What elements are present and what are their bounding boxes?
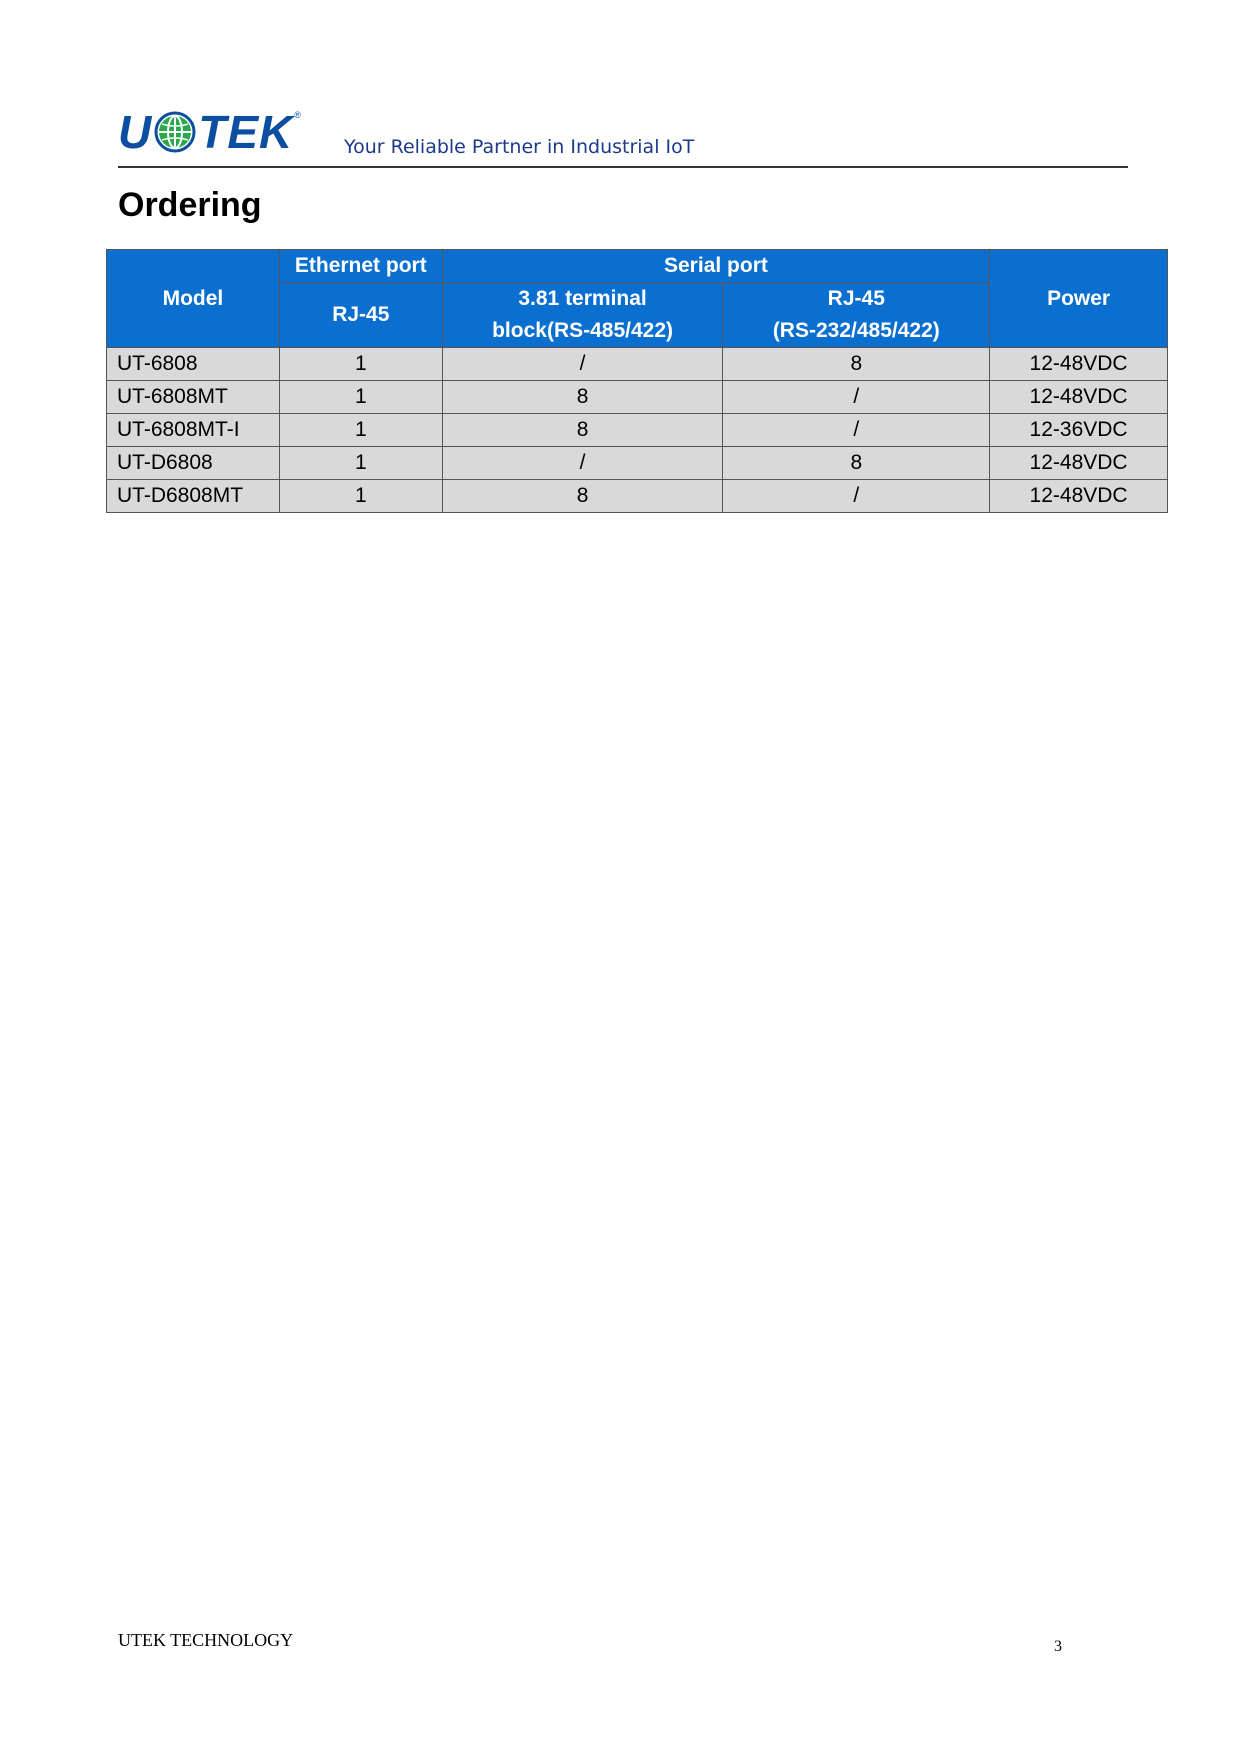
header-serial-port: Serial port	[442, 250, 989, 283]
cell-terminal: /	[442, 447, 723, 480]
cell-model: UT-6808	[107, 348, 280, 381]
header-terminal-line2: block(RS-485/422)	[442, 315, 723, 348]
cell-power: 12-48VDC	[990, 447, 1168, 480]
cell-ethernet-rj45: 1	[279, 381, 442, 414]
ordering-table	[106, 249, 1168, 513]
table-row	[107, 480, 1168, 513]
header-model: Model	[107, 250, 280, 348]
cell-ethernet-rj45: 1	[279, 447, 442, 480]
table-row	[107, 447, 1168, 480]
cell-terminal: 8	[442, 414, 723, 447]
table-row	[107, 414, 1168, 447]
header-tagline: Your Reliable Partner in Industrial IoT	[344, 136, 695, 158]
cell-terminal: 8	[442, 381, 723, 414]
header-terminal-line1: 3.81 terminal	[442, 283, 723, 316]
cell-ethernet-rj45: 1	[279, 348, 442, 381]
cell-serial-rj45: 8	[723, 447, 990, 480]
cell-model: UT-D6808MT	[107, 480, 280, 513]
cell-serial-rj45: /	[723, 381, 990, 414]
page-header	[118, 108, 1128, 168]
page-number: 3	[1054, 1638, 1062, 1655]
cell-ethernet-rj45: 1	[279, 480, 442, 513]
table-row	[107, 348, 1168, 381]
cell-serial-rj45: /	[723, 414, 990, 447]
header-ethernet-rj45: RJ-45	[279, 283, 442, 348]
cell-terminal: /	[442, 348, 723, 381]
globe-icon	[154, 111, 196, 153]
page-title: Ordering	[118, 186, 262, 224]
cell-ethernet-rj45: 1	[279, 414, 442, 447]
cell-serial-rj45: /	[723, 480, 990, 513]
header-ethernet-port: Ethernet port	[279, 250, 442, 283]
cell-power: 12-48VDC	[990, 348, 1168, 381]
cell-power: 12-36VDC	[990, 414, 1168, 447]
utek-logo: U TEK ®	[118, 106, 301, 158]
header-serial-rj45-line1: RJ-45	[723, 283, 990, 316]
cell-serial-rj45: 8	[723, 348, 990, 381]
header-serial-rj45-line2: (RS-232/485/422)	[723, 315, 990, 348]
cell-terminal: 8	[442, 480, 723, 513]
cell-power: 12-48VDC	[990, 381, 1168, 414]
footer-company: UTEK TECHNOLOGY	[118, 1630, 294, 1650]
cell-model: UT-D6808	[107, 447, 280, 480]
table-row	[107, 381, 1168, 414]
header-power: Power	[990, 250, 1168, 348]
registered-mark-icon: ®	[294, 110, 301, 120]
cell-power: 12-48VDC	[990, 480, 1168, 513]
cell-model: UT-6808MT	[107, 381, 280, 414]
cell-model: UT-6808MT-I	[107, 414, 280, 447]
